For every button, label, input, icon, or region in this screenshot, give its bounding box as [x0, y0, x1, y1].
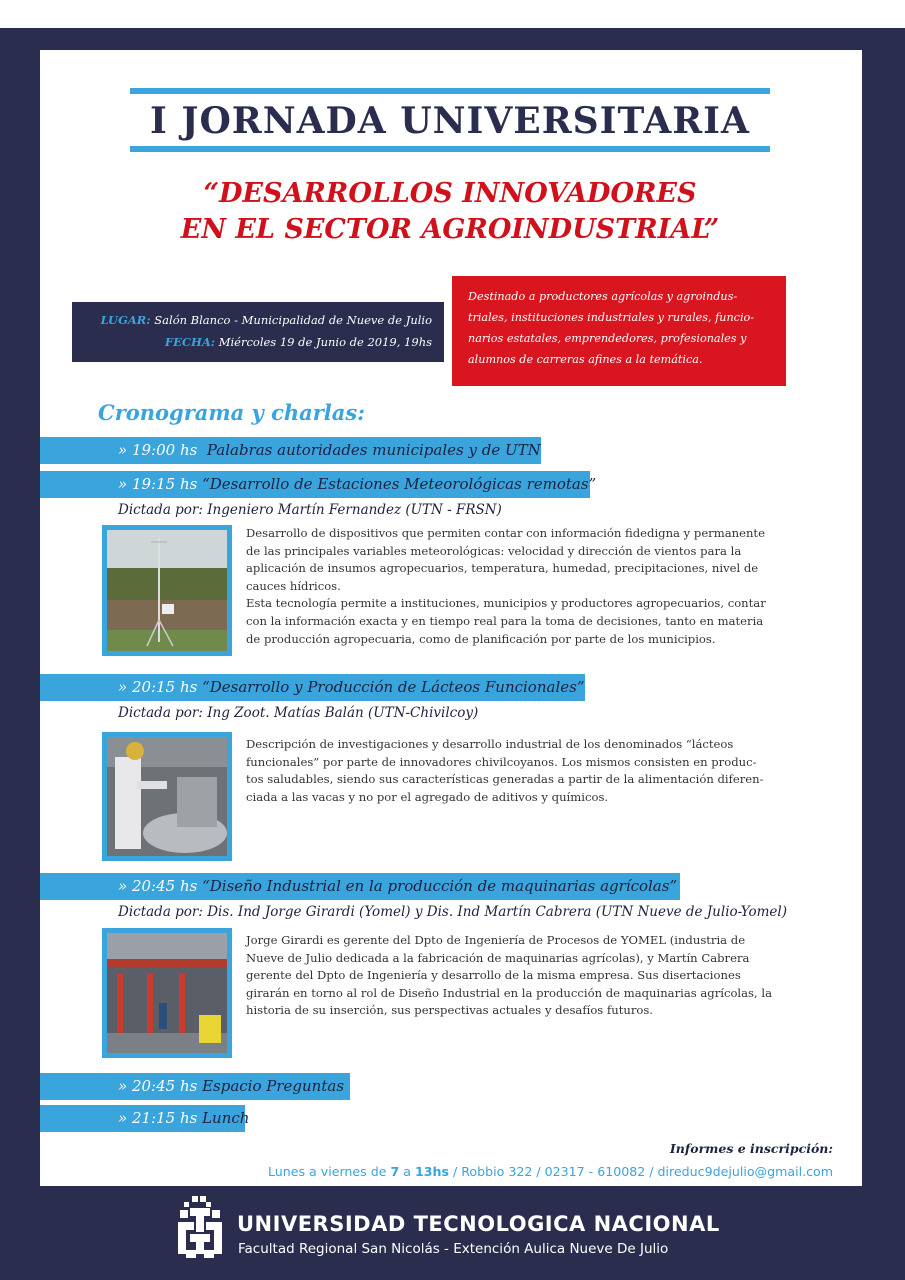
subtitle-line-1: “DESARROLLOS INNOVADORES	[203, 178, 697, 209]
schedule-time: » 20:45 hs	[118, 877, 198, 895]
talk-description	[246, 525, 786, 648]
schedule-title: Palabras autoridades municipales y de UTN	[206, 441, 541, 459]
dairy-plant-photo	[102, 732, 232, 861]
desc-line: cauces hídricos.	[246, 578, 341, 593]
speaker-line: Dictada por: Ing Zoot. Matías Balán (UTN-Chivilcoy)	[118, 705, 479, 721]
date-value: Miércoles 19 de Junio de 2019, 19hs	[218, 335, 432, 349]
desc-line: funcionales” por parte de innovadores chivilcoyanos. Los mismos consisten en produc-	[246, 754, 757, 769]
event-subtitle	[150, 176, 750, 248]
desc-line: tos saludables, siendo sus características generadas a partir de la alimentación diferen-	[246, 772, 764, 787]
place-label: LUGAR:	[100, 313, 151, 327]
schedule-title: Espacio Preguntas	[202, 1077, 345, 1095]
schedule-title: “Desarrollo de Estaciones Meteorológicas remotas”	[202, 475, 597, 493]
weather-station-image	[107, 530, 227, 651]
speaker-line: Dictada por: Dis. Ind Jorge Girardi (Yomel) y Dis. Ind Martín Cabrera (UTN Nueve de Julio-Yomel)	[118, 904, 787, 920]
place-date-box	[72, 302, 444, 362]
contact-label: Informes e inscripción:	[669, 1141, 833, 1156]
desc-line: gerente del Dpto de Ingeniería y desarrollo de la misma empresa. Sus disertaciones	[246, 968, 741, 983]
schedule-bar-questions	[40, 1073, 350, 1100]
title-rule-top	[130, 88, 770, 94]
schedule-title: Lunch	[202, 1109, 250, 1127]
schedule-heading: Cronograma y charlas:	[98, 400, 365, 425]
audience-box	[452, 276, 786, 386]
desc-line: ciada a las vacas y no por el agregado de aditivos y químicos.	[246, 789, 609, 804]
schedule-bar-lunch	[40, 1105, 250, 1132]
audience-line: alumnos de carreras afines a la temática.	[468, 353, 703, 366]
place-row	[101, 313, 432, 327]
schedule-bar-1915	[40, 471, 597, 498]
schedule-time: » 20:45 hs	[118, 1077, 198, 1095]
desc-line: historia de su inserción, sus perspectivas actuales y desafíos futuros.	[246, 1003, 653, 1018]
date-label: FECHA:	[164, 335, 216, 349]
speaker-line: Dictada por: Ingeniero Martín Fernandez (UTN - FRSN)	[118, 502, 502, 518]
contact-hours-mid: a	[399, 1164, 415, 1179]
date-row	[165, 335, 432, 349]
schedule-bar-2015	[40, 674, 585, 701]
desc-line: Jorge Girardi es gerente del Dpto de Ingeniería de Procesos de YOMEL (industria de	[246, 933, 746, 947]
desc-line: Nueve de Julio dedicada a la fabricación de maquinarias agrícolas), y Martín Cabrera	[246, 950, 750, 965]
schedule-title: “Desarrollo y Producción de Lácteos Funcionales”	[202, 678, 585, 696]
talk-description	[246, 932, 786, 1020]
page-title: I JORNADA UNIVERSITARIA	[150, 100, 750, 142]
desc-line: Desarrollo de dispositivos que permiten contar con información fidedigna y permanente	[246, 526, 765, 540]
talk-description	[246, 736, 786, 806]
factory-photo	[102, 928, 232, 1058]
audience-line: narios estatales, emprendedores, profesionales y	[468, 332, 747, 345]
frame-top-edge	[0, 0, 905, 28]
schedule-time: » 19:00 hs	[118, 441, 198, 459]
desc-line: con la información exacta y en tiempo real para la toma de decisiones, tanto en materia	[246, 613, 764, 628]
factory-image	[107, 933, 227, 1053]
subtitle-line-2: EN EL SECTOR AGROINDUSTRIAL”	[180, 214, 720, 245]
title-rule-bottom	[130, 146, 770, 152]
schedule-title: “Diseño Industrial en la producción de maquinarias agrícolas”	[202, 877, 678, 895]
schedule-time: » 21:15 hs	[118, 1109, 198, 1127]
schedule-bar-1900	[40, 437, 541, 464]
dairy-plant-image	[107, 737, 227, 856]
contact-hours-end: 13hs	[414, 1164, 449, 1179]
desc-line: de las principales variables meteorológicas: velocidad y dirección de vientos para la	[246, 543, 742, 558]
desc-line: de producción agropecuaria, como de planificación por parte de los municipios.	[246, 631, 716, 646]
desc-line: Esta tecnología permite a instituciones, municipios y productores agropecuarios, contar	[246, 596, 766, 611]
weather-station-photo	[102, 525, 232, 656]
utn-logo-icon	[172, 1194, 228, 1264]
faculty-name: Facultad Regional San Nicolás - Extención Aulica Nueve De Julio	[238, 1241, 669, 1257]
contact-hours-start: 7	[390, 1164, 400, 1179]
contact-details: / Robbio 322 / 02317 - 610082 / direduc9dejulio@gmail.com	[448, 1164, 833, 1179]
desc-line: girarán en torno al rol de Diseño Industrial en la producción de maquinarias agrícolas, la	[246, 985, 772, 1000]
desc-line: aplicación de insumos agropecuarios, temperatura, humedad, precipitaciones, nivel de	[246, 561, 759, 576]
place-value: Salón Blanco - Municipalidad de Nueve de Julio	[154, 313, 432, 327]
desc-line: Descripción de investigaciones y desarrollo industrial de los denominados “lácteos	[246, 737, 734, 751]
contact-line	[268, 1164, 833, 1179]
audience-line: triales, instituciones industriales y rurales, funcio-	[468, 311, 755, 324]
contact-hours-prefix: Lunes a viernes de	[267, 1164, 391, 1179]
schedule-time: » 19:15 hs	[118, 475, 198, 493]
audience-line: Destinado a productores agrícolas y agroindus-	[468, 290, 738, 303]
schedule-bar-2045	[40, 873, 680, 900]
university-name: UNIVERSIDAD TECNOLOGICA NACIONAL	[237, 1212, 720, 1236]
schedule-time: » 20:15 hs	[118, 678, 198, 696]
